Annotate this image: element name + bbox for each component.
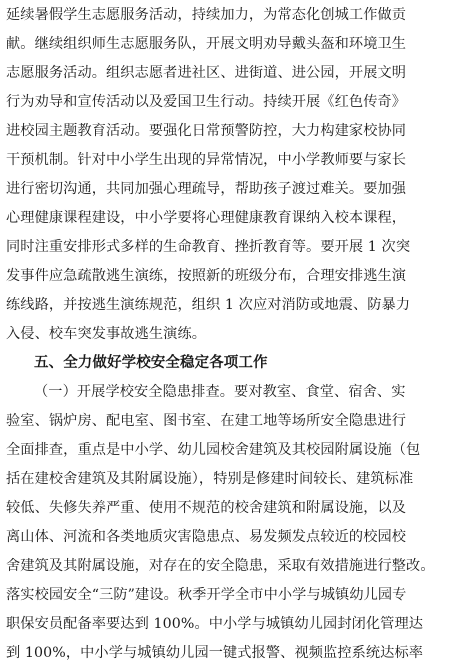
body-text-line: 进校园主题教育活动。要强化日常预警防控，大力构建家校协同 — [6, 123, 407, 139]
body-text-line: 心理健康课程建设，中小学要将心理健康教育课纳入校本课程， — [6, 210, 407, 226]
body-text-line: 职保安员配备率要达到 100%。中小学与城镇幼儿园封闭化管理达 — [6, 616, 424, 632]
paragraph-first-line: （一）开展学校安全隐患排查。要对教室、食堂、宿舍、实 — [34, 384, 406, 400]
body-text-line: 全面排查，重点是中小学、幼儿园校舍建筑及其校园附属设施（包 — [6, 442, 421, 458]
body-text-line: 验室、锅炉房、配电室、图书室、在建工地等场所安全隐患进行 — [6, 413, 407, 429]
body-text-line: 志愿服务活动。组织志愿者进社区、进街道、进公园，开展文明 — [6, 65, 407, 81]
body-text-line: 同时注重安排形式多样的生命教育、挫折教育等。要开展 1 次突 — [6, 239, 411, 255]
body-text-line: 行为劝导和宣传活动以及爱国卫生行动。持续开展《红色传奇》 — [6, 94, 407, 110]
body-text-line: 延续暑假学生志愿服务活动，持续加力，为常态化创城工作做贡 — [6, 7, 407, 23]
body-text-line: 较低、失修失养严重、使用不规范的校舍建筑和附属设施，以及 — [6, 500, 407, 516]
body-text-line: 到 100%，中小学与城镇幼儿园一键式报警、视频监控系统达标率 — [6, 645, 424, 661]
body-text-line: 练线路，并按逃生演练规范，组织 1 次应对消防或地震、防暴力 — [6, 297, 411, 313]
body-text-line: 献。继续组织师生志愿服务队，开展文明劝导戴头盔和环境卫生 — [6, 36, 407, 52]
body-text-line: 干预机制。针对中小学生出现的异常情况，中小学教师要与家长 — [6, 152, 407, 168]
body-text-line: 括在建校舍建筑及其附属设施），特别是修建时间较长、建筑标准 — [6, 471, 414, 487]
body-text-line: 落实校园安全“三防”建设。秋季开学全市中小学与城镇幼儿园专 — [6, 587, 407, 603]
body-text-line: 发事件应急疏散逃生演练，按照新的班级分布，合理安排逃生演 — [6, 268, 407, 284]
body-text-line: 入侵、校车突发事故逃生演练。 — [6, 326, 207, 342]
section-heading: 五、全力做好学校安全稳定各项工作 — [34, 355, 268, 371]
body-text-line: 离山体、河流和各类地质灾害隐患点、易发频发点较近的校园校 — [6, 529, 407, 545]
body-text-line: 舍建筑及其附属设施，对存在的安全隐患，采取有效措施进行整改。 — [6, 558, 435, 574]
body-text-line: 进行密切沟通，共同加强心理疏导，帮助孩子渡过难关。要加强 — [6, 181, 407, 197]
